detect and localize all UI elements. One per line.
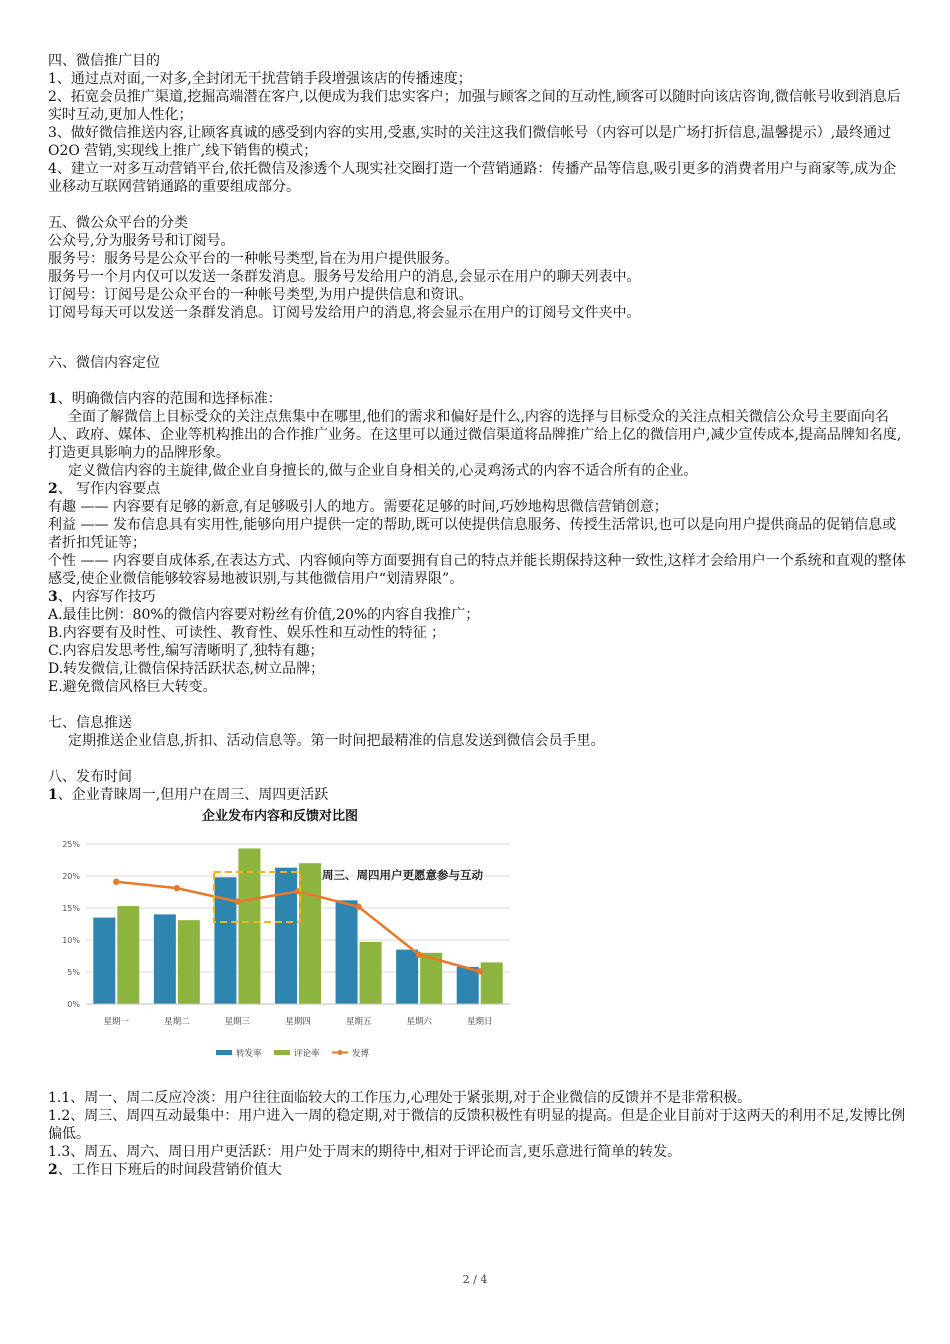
page-number: 2 / 4 xyxy=(462,1273,488,1286)
point-发博-星期六 xyxy=(416,952,422,958)
x-tick-label: 星期一 xyxy=(103,1017,130,1027)
bar-评论率-星期日 xyxy=(481,962,503,1004)
bar-评论率-星期二 xyxy=(178,920,200,1004)
chart-legend xyxy=(216,1048,370,1059)
y-tick-label: 15% xyxy=(62,904,80,913)
bar-转发率-星期一 xyxy=(93,918,115,1004)
bar-评论率-星期四 xyxy=(299,863,321,1004)
point-发博-星期五 xyxy=(355,904,361,910)
y-tick-label: 20% xyxy=(62,872,80,881)
y-tick-label: 0% xyxy=(67,1000,80,1009)
x-tick-label: 星期二 xyxy=(164,1017,190,1027)
point-发博-星期三 xyxy=(234,898,240,904)
legend-label: 转发率 xyxy=(236,1049,262,1059)
y-tick-label: 10% xyxy=(62,936,80,945)
bar-评论率-星期一 xyxy=(117,906,139,1004)
x-tick-label: 星期四 xyxy=(285,1017,311,1027)
bar-转发率-星期二 xyxy=(154,914,176,1004)
section-4-item-2: 2、拓宽会员推广渠道,挖掘高端潜在客户,以便成为我们忠实客户；加强与顾客之间的互动性,顾客可以随时向该店咨询,微信帐号收到消息后实时互动,更加人性化； xyxy=(48,89,901,123)
section-8-note-2: 1.2、周三、周四互动最集中：用户进入一周的稳定期,对于微信的反馈积极性有明显的提高。但是企业目前对于这两天的利用不足,发博比例偏低。 xyxy=(48,1108,906,1142)
section-5-line-1: 公众号,分为服务号和订阅号。 xyxy=(48,233,235,249)
bar-转发率-星期五 xyxy=(336,900,358,1004)
section-8-title: 八、发布时间 xyxy=(48,769,132,785)
section-5-title: 五、微公众平台的分类 xyxy=(48,215,188,231)
feedback-chart xyxy=(48,806,518,1081)
section-6-tip-e: E.避免微信风格巨大转变。 xyxy=(48,679,217,695)
legend-label: 发博 xyxy=(352,1049,370,1059)
section-6-sub-2: 2、 写作内容要点 xyxy=(48,481,161,497)
bar-转发率-星期四 xyxy=(275,868,297,1004)
section-6-sub-3: 3、内容写作技巧 xyxy=(48,589,156,605)
x-tick-label: 星期五 xyxy=(345,1017,372,1027)
section-6-point-1: 有趣 —— 内容要有足够的新意,有足够吸引人的地方。需要花足够的时间,巧妙地构思微信营销创意； xyxy=(48,499,668,515)
section-8-sub-1: 1、企业青睐周一,但用户在周三、周四更活跃 xyxy=(48,787,329,803)
bar-转发率-星期日 xyxy=(457,967,479,1004)
y-tick-label: 5% xyxy=(67,968,80,977)
point-发博-星期日 xyxy=(477,968,483,974)
section-8-note-1: 1.1、周一、周二反应冷淡：用户往往面临较大的工作压力,心理处于紧张期,对于企业微信的反馈并不是非常积极。 xyxy=(48,1090,752,1106)
bar-转发率-星期六 xyxy=(396,950,418,1004)
section-4-title: 四、微信推广目的 xyxy=(48,53,160,69)
x-tick-label: 星期日 xyxy=(466,1017,493,1027)
section-5-line-2: 服务号：服务号是公众平台的一种帐号类型,旨在为用户提供服务。 xyxy=(48,251,459,267)
section-4-item-4: 4、建立一对多互动营销平台,依托微信及渗透个人现实社交圈打造一个营销通路：传播产品等信息,吸引更多的消费者用户与商家等,成为企业移动互联网营销通路的重要组成部分。 xyxy=(48,161,897,195)
section-6-paragraph-1: 全面了解微信上目标受众的关注点焦集中在哪里,他们的需求和偏好是什么,内容的选择与目标受众的关注点相关微信公众号主要面向名人、政府、媒体、企业等机构推出的合作推广业务。在这里可以通过微信渠道将品牌推广给上亿的微信用户,减少宣传成本,提高品牌知名度,打造更具影响力的品牌形象。 xyxy=(48,409,902,461)
point-发博-星期一 xyxy=(113,879,119,885)
document-body xyxy=(48,52,906,1179)
chart-annotation: 周三、周四用户更愿意参与互动 xyxy=(322,868,483,882)
bar-评论率-星期五 xyxy=(360,942,382,1004)
section-5-line-4: 订阅号：订阅号是公众平台的一种帐号类型,为用户提供信息和资讯。 xyxy=(48,287,473,303)
section-6-tip-a: A.最佳比例：80%的微信内容要对粉丝有价值,20%的内容自我推广； xyxy=(48,607,480,623)
y-tick-label: 25% xyxy=(62,840,80,849)
section-4-item-1: 1、通过点对面,一对多,全封闭无干扰营销手段增强该店的传播速度； xyxy=(48,71,472,87)
legend-label: 评论率 xyxy=(294,1049,320,1059)
legend-marker-发博 xyxy=(338,1050,343,1055)
chart-container xyxy=(48,806,518,1081)
legend-swatch-转发率 xyxy=(216,1050,232,1055)
section-8-note-3: 1.3、周五、周六、周日用户更活跃：用户处于周末的期待中,相对于评论而言,更乐意进行简单的转发。 xyxy=(48,1144,682,1160)
section-6-title: 六、微信内容定位 xyxy=(48,355,160,371)
chart-x-ticks xyxy=(86,1004,510,1027)
section-6-sub-1: 1、明确微信内容的范围和选择标准： xyxy=(48,391,282,407)
legend-swatch-评论率 xyxy=(274,1050,290,1055)
section-7-paragraph: 定期推送企业信息,折扣、活动信息等。第一时间把最精准的信息发送到微信会员手里。 xyxy=(68,733,605,749)
section-5-line-5: 订阅号每天可以发送一条群发消息。订阅号发给用户的消息,将会显示在用户的订阅号文件夹中。 xyxy=(48,305,641,321)
point-发博-星期二 xyxy=(174,885,180,891)
section-6-point-2: 利益 —— 发布信息具有实用性,能够向用户提供一定的帮助,既可以使提供信息服务、传授生活常识,也可以是向用户提供商品的促销信息或者折扣凭证等； xyxy=(48,517,897,551)
x-tick-label: 星期六 xyxy=(406,1017,432,1027)
section-6-tip-b: B.内容要有及时性、可读性、教育性、娱乐性和互动性的特征 ； xyxy=(48,625,446,641)
chart-title: 企业发布内容和反馈对比图 xyxy=(201,809,359,824)
section-6-tip-d: D.转发微信,让微信保持活跃状态,树立品牌； xyxy=(48,661,325,677)
section-5-line-3: 服务号一个月内仅可以发送一条群发消息。服务号发给用户的消息,会显示在用户的聊天列表中。 xyxy=(48,269,641,285)
section-8-sub-2: 2、工作日下班后的时间段营销价值大 xyxy=(48,1162,282,1178)
section-7-title: 七、信息推送 xyxy=(48,715,132,731)
x-tick-label: 星期三 xyxy=(224,1017,251,1027)
section-6-paragraph-2: 定义微信内容的主旋律,做企业自身擅长的,做与企业自身相关的,心灵鸡汤式的内容不适合所有的企业。 xyxy=(68,463,698,479)
section-4-item-3: 3、做好微信推送内容,让顾客真诚的感受到内容的实用,受惠,实时的关注这我们微信帐号（内容可以是广场打折信息,温馨提示）,最终通过 O2O 营销,实现线上推广,线下销售的模式； xyxy=(48,125,892,159)
section-6-tip-c: C.内容启发思考性,编写清晰明了,独特有趣； xyxy=(48,643,324,659)
section-6-point-3: 个性 —— 内容要自成体系,在表达方式、内容倾向等方面要拥有自己的特点并能长期保持这种一致性,这样才会给用户一个系统和直观的整体感受,使企业微信能够较容易地被识别,与其他微信用户“划清界限”。 xyxy=(48,553,906,587)
chart-y-ticks xyxy=(62,840,80,1009)
